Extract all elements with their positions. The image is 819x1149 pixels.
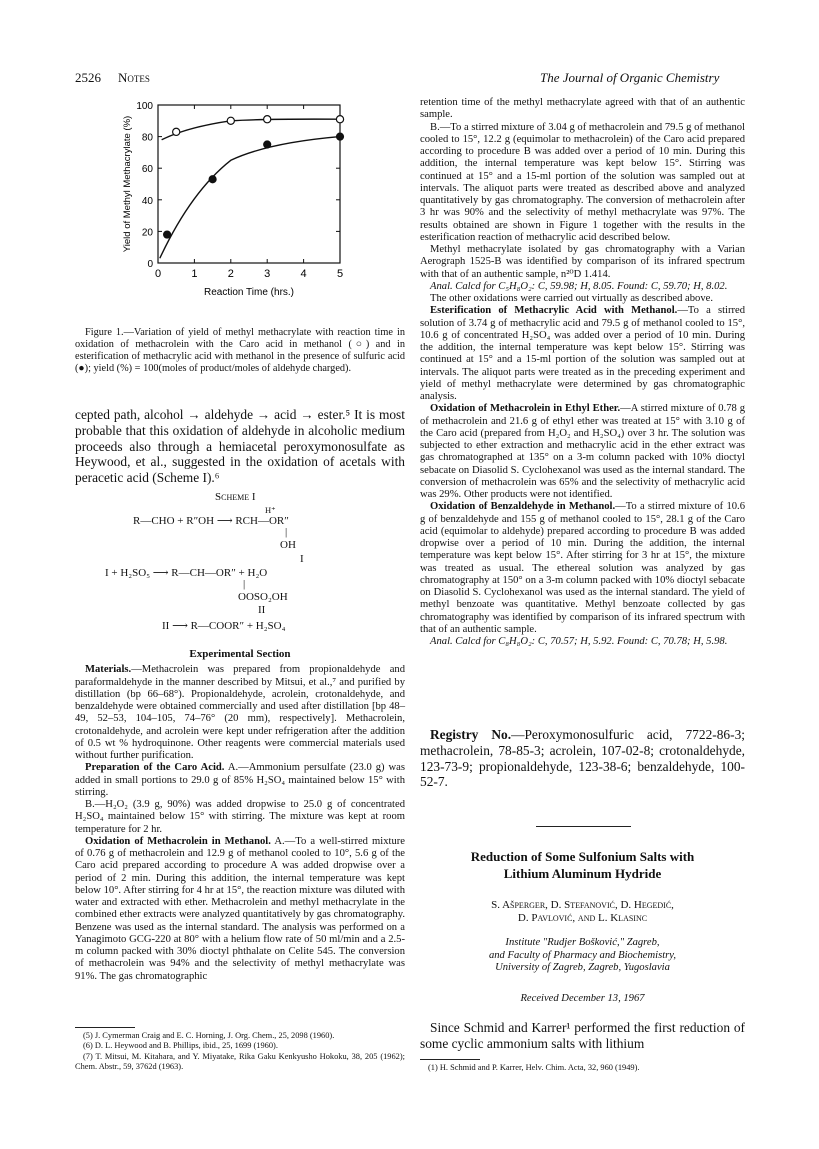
x-tick-label: 3 — [264, 268, 271, 280]
experimental-heading: Experimental Section — [189, 648, 291, 660]
oxidation-methanol-paragraph — [75, 836, 405, 983]
filled-circle-point — [164, 231, 171, 238]
authors-line-1: S. Ašperger, D. Stefanović, D. Hegedić, — [491, 899, 674, 911]
retention-paragraph: retention time of the methyl methacrylate agreed with that of an authentic sample. — [420, 97, 745, 121]
series-oxidation-curve — [162, 119, 340, 140]
scheme-peroxy: OOSO₂OH — [238, 591, 288, 603]
materials-head: Materials. — [85, 664, 132, 676]
scheme-oh: OH — [280, 539, 296, 551]
article-body: Since Schmid and Karrer¹ performed the first reduction of some cyclic ammonium salts with lithium — [420, 1020, 745, 1051]
registry-head: Registry No. — [430, 727, 512, 742]
scheme-title: Scheme I — [215, 491, 256, 503]
authors-line-2: D. Pavlović, and L. Klasinc — [517, 912, 648, 924]
ether-paragraph — [420, 403, 745, 501]
footnote-rule-right — [420, 1059, 480, 1060]
benzaldehyde-text: —To a stirred mixture of 10.6 g of benzaldehyde and 155 g of methanol cooled to 15°, 28.1 g of the Caro acid (equimolar to aldehyde) prepared according to procedure B was added dropwise over a period of 10 min. During the addition, the internal temperature was kept below 15°. After stirring for 3 hr at 15°, the mixture was treated as usual. The ethereal solution was analyzed by gas chromatography at 150° on a 3-m column packed with 10% dioctyl sebacate on Diasolid S. Cyclohexanol was used as the internal standard. The yield of methyl benzoate was quantitative. Methyl benzoate collected by gas chromatography was identified by comparison of its infrared spectrum with that of an authentic sample. — [420, 501, 745, 635]
affiliation-line-2: and Faculty of Pharmacy and Biochemistry, — [488, 949, 677, 961]
y-tick-label: 60 — [141, 164, 153, 176]
footnote-6: (6) D. L. Heywood and B. Phillips, ibid., 25, 1699 (1960). — [83, 1041, 278, 1051]
scheme-step-3: II ⟶ R—COOR″ + H₂SO₄ — [162, 620, 286, 632]
benzaldehyde-paragraph — [420, 501, 745, 636]
intro-paragraph: cepted path, alcohol → aldehyde → acid → ester.⁵ It is most probable that this oxidation of aldehyde in alcoholic medium proceeds also through a hemiacetal peroxymonosulfate as Heywood, et al., suggested in the oxidation of acetals with peracetic acid (Scheme I).⁶ — [75, 407, 405, 486]
scheme-bond-2: | — [243, 578, 246, 590]
ether-head: Oxidation of Methacrolein in Ethyl Ether. — [430, 403, 621, 415]
figure-1-chart — [100, 95, 370, 320]
procedure-b-paragraph: B.—To a stirred mixture of 3.04 g of methacrolein and 79.5 g of methanol cooled to 15°, 12.2 g (equimolar to methacrolein) of the Caro acid prepared according to procedure B was added over a period of 10 min. During this addition, the internal temperature was kept below 15°. Stirring was continued at 15° and a 15-ml portion of the solution was sampled out at intervals. The aliquot parts were treated as described above and analyzed quantitatively by gas chromatography. The conversion of methacrolein after 3 hr was 90% and the selectivity of methyl methacrylate was 97%. The results obtained are shown in Figure 1 together with the results in the esterification reaction of methacrylic acid described below. — [420, 121, 745, 243]
open-circle-point — [173, 128, 180, 135]
scheme-step-2: I + H₂SO₅ ⟶ R—CH—OR″ + H₂O — [105, 567, 268, 579]
y-tick-label: 80 — [141, 132, 153, 144]
article-separator — [536, 826, 631, 827]
esterification-text: —To a stirred solution of 3.74 g of methacrylic acid and 79.5 g of methanol cooled to 15°, 10.6 g of concentrated H₂SO₄ was added over a period of 10 min. During the addition, the internal temperature was kept below 15°. Stirring was continued at 15° and a 15-ml portion of the solution was sampled out at intervals. The aliquot parts were treated as in the preceding experiment and yield of methyl methacrylate were determined by gas chromatographic analysis. — [420, 305, 746, 402]
x-tick-label: 4 — [300, 268, 307, 280]
open-circle-point — [336, 116, 343, 123]
registry-text: —Peroxymonosulfuric acid, 7722-86-3; methacrolein, 78-85-3; acrolein, 107-02-8; crotonaldehyde, 123-73-9; propionaldehyde, 123-38-6; benzaldehyde, 100-52-7. — [420, 727, 745, 790]
analysis-1: Anal. Calcd for C₅H₈O₂: C, 59.98; H, 8.05. Found: C, 59.70; H, 8.02. — [430, 280, 728, 292]
x-tick-label: 5 — [336, 268, 344, 280]
affiliation-line-1: Institute "Rudjer Bošković," Zagreb, — [505, 937, 660, 948]
scheme-1 — [75, 490, 405, 640]
y-tick-label: 100 — [136, 101, 153, 112]
analysis-2: Anal. Calcd for C₈H₈O₂: C, 70.57; H, 5.92. Found: C, 70.78; H, 5.98. — [430, 636, 728, 647]
benzaldehyde-head: Oxidation of Benzaldehyde in Methanol. — [430, 501, 616, 513]
esterification-paragraph — [420, 305, 745, 403]
ether-text: —A stirred mixture of 0.78 g of methacrolein and 21.6 g of ethyl ether was treated at 15° with 3.10 g of the Caro acid (prepared from H₂O₂ and H₂SO₄) over 3 hr. The solution was subjected to ether extraction and methacrylic acid in the ether extract was gas chromatographed at 135° on a 3-m column packed with 10% dioctyl sebacate on Diasolid S. Cyclohexanol was used as the internal standard. The conversion of methacrolein was 65% and the selectivity of methacrylic acid was 29%. Other products were not identified. — [420, 403, 745, 500]
caro-b-paragraph: B.—H₂O₂ (3.9 g, 90%) was added dropwise to 25.0 g of concentrated H₂SO₄ maintained below 15° with stirring. The mixture was kept at room temperature for 2 hr. — [75, 799, 405, 835]
affiliation-line-3: University of Zagreb, Zagreb, Yugoslavia — [495, 962, 670, 973]
footnote-1: (1) H. Schmid and P. Karrer, Helv. Chim. Acta, 32, 960 (1949). — [428, 1063, 640, 1072]
infrared-paragraph: Methyl methacrylate isolated by gas chromatography with a Varian Aerograph 1525-B was identified by comparison of its infrared spectrum with that of an authentic sample, n²⁰D 1.414. — [420, 244, 745, 280]
y-tick-label: 0 — [147, 259, 153, 270]
series-esterification-curve — [160, 137, 340, 259]
section-name: Notes — [118, 70, 150, 85]
x-tick-label: 0 — [154, 268, 162, 280]
caro-text: A.—Ammonium persulfate (23.0 g) was added in small portions to 29.0 g of 85% H₂SO₄ maintained below 15° with stirring. — [75, 762, 406, 798]
filled-circle-point — [264, 141, 271, 148]
figure-caption: Figure 1.—Variation of yield of methyl methacrylate with reaction time in oxidation of methacrolein with the Caro acid in methanol (○) and in esterification of methacrylic acid with methanol in the presence of sulfuric acid (●); yield (%) = 100(moles of product/moles of aldehyde charged). — [75, 327, 405, 374]
scheme-label-2: II — [258, 604, 266, 616]
article-title-1: Reduction of Some Sulfonium Salts with — [470, 849, 695, 864]
footnote-5: (5) J. Cymerman Craig and E. C. Horning, J. Org. Chem., 25, 2098 (1960). — [83, 1031, 335, 1040]
x-tick-label: 2 — [227, 268, 234, 280]
esterification-head: Esterification of Methacrylic Acid with Methanol. — [430, 305, 678, 317]
other-oxidations: The other oxidations were carried out virtually as described above. — [430, 293, 713, 304]
open-circle-point — [264, 116, 271, 123]
registry-paragraph — [420, 727, 745, 790]
scheme-catalyst: H⁺ — [265, 505, 276, 515]
open-circle-point — [227, 117, 234, 124]
scheme-step-1: R—CHO + R″OH ⟶ RCH—OR″ — [133, 515, 289, 527]
oxidation-methanol-head: Oxidation of Methacrolein in Methanol. — [85, 835, 271, 847]
journal-name: The Journal of Organic Chemistry — [540, 70, 720, 85]
y-tick-label: 40 — [141, 195, 153, 207]
x-axis-label: Reaction Time (hrs.) — [203, 287, 295, 298]
page-number: 2526 — [75, 70, 101, 85]
filled-circle-point — [209, 176, 216, 183]
x-tick-label: 1 — [191, 268, 198, 280]
materials-text: —Methacrolein was prepared from propionaldehyde and paraformaldehyde in the manner described by Mitsui, et al.,⁷ and purified by distillation (bp 66–68°). Propionaldehyde, acrolein, crotonaldehyde, and benzaldehyde were obtained commercially and used after distillation [bp 48–49, 52–53, 104–105, 74–76° (20 mm), respectively]. Methacrolein, crotonaldehyde, and acrolein were kept under refrigeration after the addition of 0.5 wt % hydroquinone. Other reagents were commercial materials used without further purification. — [75, 664, 405, 761]
scheme-label-1: I — [300, 553, 304, 565]
footnote-rule — [75, 1027, 135, 1028]
scheme-bond: | — [285, 526, 288, 538]
y-axis-label: Yield of Methyl Methacrylate (%) — [122, 115, 133, 253]
caro-head: Preparation of the Caro Acid. — [85, 762, 225, 774]
plot-frame — [158, 105, 340, 263]
y-tick-label: 20 — [141, 227, 153, 239]
received-date: Received December 13, 1967 — [520, 993, 645, 1004]
footnote-7: (7) T. Mitsui, M. Kitahara, and Y. Miyatake, Rika Gaku Kenkyusho Hokoku, 38, 205 (1962); Chem. Abstr., 59, 3762d (1963). — [75, 1051, 405, 1071]
filled-circle-point — [336, 133, 343, 140]
materials-paragraph — [75, 664, 405, 762]
article-title-2: Lithium Aluminum Hydride — [503, 866, 662, 881]
caro-paragraph — [75, 762, 405, 799]
oxidation-methanol-text: A.—To a well-stirred mixture of 0.76 g of methacrolein and 12.9 g of methanol cooled to 10°, 5.6 g of the Caro acid prepared according to procedure A was added dropwise over a period of 2 min. During this addition, the internal temperature was kept below 10°. After stirring for 4 hr at 15°, the reaction mixture was diluted with water and extracted with ether. Methacrolein and methyl methacrylate in the combined ether extracts were analyzed quantitatively by gas chromatography. Benzene was used as the internal standard. The analysis was performed on a Yanagimoto GCG-220 at 80° with a helium flow rate of 50 ml/min and a 2.5-m column packed with 30% dioctyl phthalate on Celite 545. The conversion of methacrolein was 94% and the selectivity of methyl methacrylate was 91%. The gas chromatographic — [75, 835, 405, 982]
